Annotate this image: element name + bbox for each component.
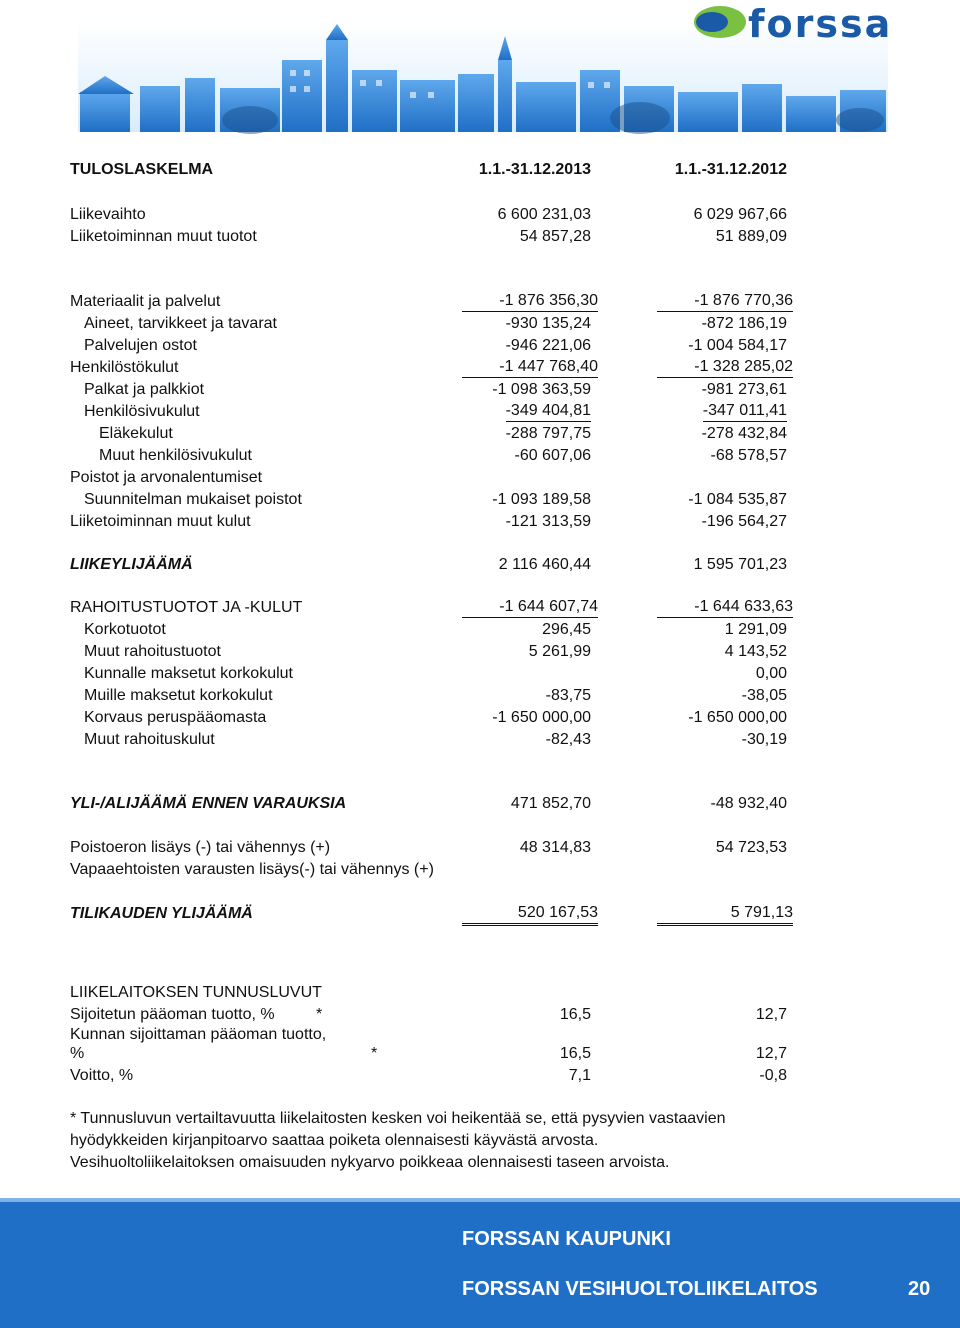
row-label: Liikevaihto — [70, 206, 146, 223]
table-row-period-surplus — [0, 903, 960, 925]
row-label: Kunnan sijoittaman pääoman tuotto, — [70, 1026, 327, 1043]
row-label: RAHOITUSTUOTOT JA -KULUT — [70, 599, 303, 616]
table-row — [0, 335, 960, 357]
footer-city: FORSSAN KAUPUNKI — [462, 1228, 671, 1250]
value-2013: -82,43 — [545, 731, 591, 748]
table-row — [0, 859, 960, 881]
value-2012: 0,00 — [755, 665, 787, 682]
value-2013: -1 876 356,30 — [462, 291, 598, 312]
value-2013: 520 167,53 — [462, 903, 598, 926]
footer-bar — [0, 1198, 960, 1328]
value-2012: -278 432,84 — [701, 425, 787, 442]
value-2012: -1 328 285,02 — [657, 357, 793, 378]
row-label: Palkat ja palkkiot — [84, 381, 205, 398]
table-row — [0, 423, 960, 445]
table-row — [0, 467, 960, 489]
value-2013: -349 404,81 — [506, 401, 591, 422]
footnote-line: * Tunnusluvun vertailtavuutta liikelaitosten kesken voi heikentää se, että pysyvien vastaavien — [70, 1110, 726, 1127]
value-2012: -68 578,57 — [710, 447, 787, 464]
forssa-logo-icon — [694, 6, 746, 38]
row-label: Palvelujen ostot — [84, 337, 197, 354]
value-2013: -1 650 000,00 — [492, 709, 591, 726]
table-row — [0, 837, 960, 859]
value-2013: -1 098 363,59 — [492, 381, 591, 398]
ratios-title: LIIKELAITOKSEN TUNNUSLUVUT — [70, 984, 322, 1001]
value-2013: -946 221,06 — [505, 337, 591, 354]
value-2012: 4 143,52 — [724, 643, 787, 660]
value-2013: 7,1 — [568, 1067, 591, 1084]
value-2013: 16,5 — [559, 1045, 591, 1062]
ratio-row-profit — [0, 1065, 960, 1087]
value-2013: 48 314,83 — [519, 839, 591, 856]
value-2012: -347 011,41 — [703, 401, 787, 422]
row-label: Eläkekulut — [99, 425, 173, 442]
value-2013: 16,5 — [559, 1006, 591, 1023]
header-banner — [0, 0, 960, 140]
value-2012: -1 004 584,17 — [688, 337, 787, 354]
value-2013: -1 644 607,74 — [462, 597, 598, 618]
column-header-2013: 1.1.-31.12.2013 — [478, 161, 591, 178]
row-label: Poistot ja arvonalentumiset — [70, 469, 263, 486]
row-label: Muille maksetut korkokulut — [84, 687, 273, 704]
table-row — [0, 313, 960, 335]
value-2013: -83,75 — [545, 687, 591, 704]
statement-title-row — [0, 159, 960, 181]
value-2013: 5 261,99 — [528, 643, 591, 660]
ratios-title-row — [0, 982, 960, 1004]
row-label: Kunnalle maksetut korkokulut — [84, 665, 293, 682]
row-label: Liiketoiminnan muut tuotot — [70, 228, 257, 245]
value-2012: -30,19 — [741, 731, 787, 748]
row-label: Liiketoiminnan muut kulut — [70, 513, 251, 530]
table-row — [0, 729, 960, 751]
table-row — [0, 641, 960, 663]
value-2012: 1 595 701,23 — [693, 556, 787, 573]
value-2013: 6 600 231,03 — [497, 206, 591, 223]
value-2013: -1 093 189,58 — [492, 491, 591, 508]
value-2013: 296,45 — [542, 621, 591, 638]
table-row-surplus-before-reserves — [0, 793, 960, 815]
table-row — [0, 204, 960, 226]
table-row — [0, 445, 960, 467]
table-row — [0, 489, 960, 511]
row-label: Vapaaehtoisten varausten lisäys(-) tai vähennys (+) — [70, 861, 434, 878]
value-2012: -48 932,40 — [710, 795, 787, 812]
table-row — [0, 357, 960, 379]
row-label: Suunnitelman mukaiset poistot — [84, 491, 302, 508]
table-row-operating-surplus — [0, 554, 960, 576]
value-2012: -1 876 770,36 — [657, 291, 793, 312]
table-row — [0, 226, 960, 248]
value-2013: -930 135,24 — [505, 315, 591, 332]
table-row — [0, 663, 960, 685]
footnote-line: Vesihuoltoliikelaitoksen omaisuuden nykyarvo poikkeaa olennaisesti taseen arvoista. — [70, 1154, 670, 1171]
value-2013: -60 607,06 — [514, 447, 591, 464]
value-2013: -121 313,59 — [505, 513, 591, 530]
footnote-marker: * — [316, 1006, 323, 1023]
value-2013: 471 852,70 — [510, 795, 591, 812]
value-2012: -1 084 535,87 — [688, 491, 787, 508]
row-label: Muut henkilösivukulut — [99, 447, 252, 464]
table-row — [0, 685, 960, 707]
value-2012: -38,05 — [741, 687, 787, 704]
row-label: LIIKEYLIJÄÄMÄ — [70, 556, 193, 573]
value-2012: 5 791,13 — [657, 903, 793, 926]
footnote-marker: * — [371, 1045, 378, 1062]
footer-unit: FORSSAN VESIHUOLTOLIIKELAITOS — [462, 1278, 818, 1300]
value-2012: -872 186,19 — [701, 315, 787, 332]
row-label: Materiaalit ja palvelut — [70, 293, 221, 310]
value-2012: 54 723,53 — [715, 839, 787, 856]
table-row — [0, 291, 960, 313]
row-label: TILIKAUDEN YLIJÄÄMÄ — [70, 905, 253, 922]
ratio-row-muni — [0, 1043, 960, 1065]
forssa-logo-text: forssa — [748, 2, 893, 46]
value-2012: -981 273,61 — [701, 381, 787, 398]
value-2013: -1 447 768,40 — [462, 357, 598, 378]
table-row — [0, 619, 960, 641]
row-label: Aineet, tarvikkeet ja tavarat — [84, 315, 277, 332]
page-number: 20 — [908, 1278, 931, 1300]
value-2012: -0,8 — [759, 1067, 787, 1084]
table-row — [0, 379, 960, 401]
table-row — [0, 511, 960, 533]
value-2013: 2 116 460,44 — [498, 556, 591, 573]
column-header-2012: 1.1.-31.12.2012 — [674, 161, 787, 178]
ratio-row-roi — [0, 1004, 960, 1026]
table-row — [0, 707, 960, 729]
value-2012: 12,7 — [755, 1006, 787, 1023]
table-row — [0, 597, 960, 619]
value-2012: 51 889,09 — [715, 228, 787, 245]
value-2012: -1 650 000,00 — [688, 709, 787, 726]
row-label: Korkotuotot — [84, 621, 166, 638]
footer-divider — [0, 1198, 960, 1202]
page-title: TULOSLASKELMA — [70, 161, 214, 178]
row-label: Poistoeron lisäys (-) tai vähennys (+) — [70, 839, 331, 856]
value-2012: -196 564,27 — [701, 513, 787, 530]
row-label: Muut rahoitustuotot — [84, 643, 221, 660]
row-label: Henkilöstökulut — [70, 359, 179, 376]
row-label: Henkilösivukulut — [84, 403, 200, 420]
footnote-line: hyödykkeiden kirjanpitoarvo saattaa poiketa olennaisesti käyvästä arvosta. — [70, 1132, 599, 1149]
value-2013: 54 857,28 — [519, 228, 591, 245]
value-2012: 1 291,09 — [724, 621, 787, 638]
row-label: Voitto, % — [70, 1067, 134, 1084]
row-label: YLI-/ALIJÄÄMÄ ENNEN VARAUKSIA — [70, 795, 347, 812]
row-label: Sijoitetun pääoman tuotto, % — [70, 1006, 275, 1023]
value-2012: 6 029 967,66 — [693, 206, 787, 223]
value-2012: -1 644 633,63 — [657, 597, 793, 618]
value-2012: 12,7 — [755, 1045, 787, 1062]
table-row — [0, 401, 960, 423]
row-label: Korvaus peruspääomasta — [84, 709, 267, 726]
row-label: Muut rahoituskulut — [84, 731, 215, 748]
row-label: % — [70, 1045, 85, 1062]
value-2013: -288 797,75 — [505, 425, 591, 442]
